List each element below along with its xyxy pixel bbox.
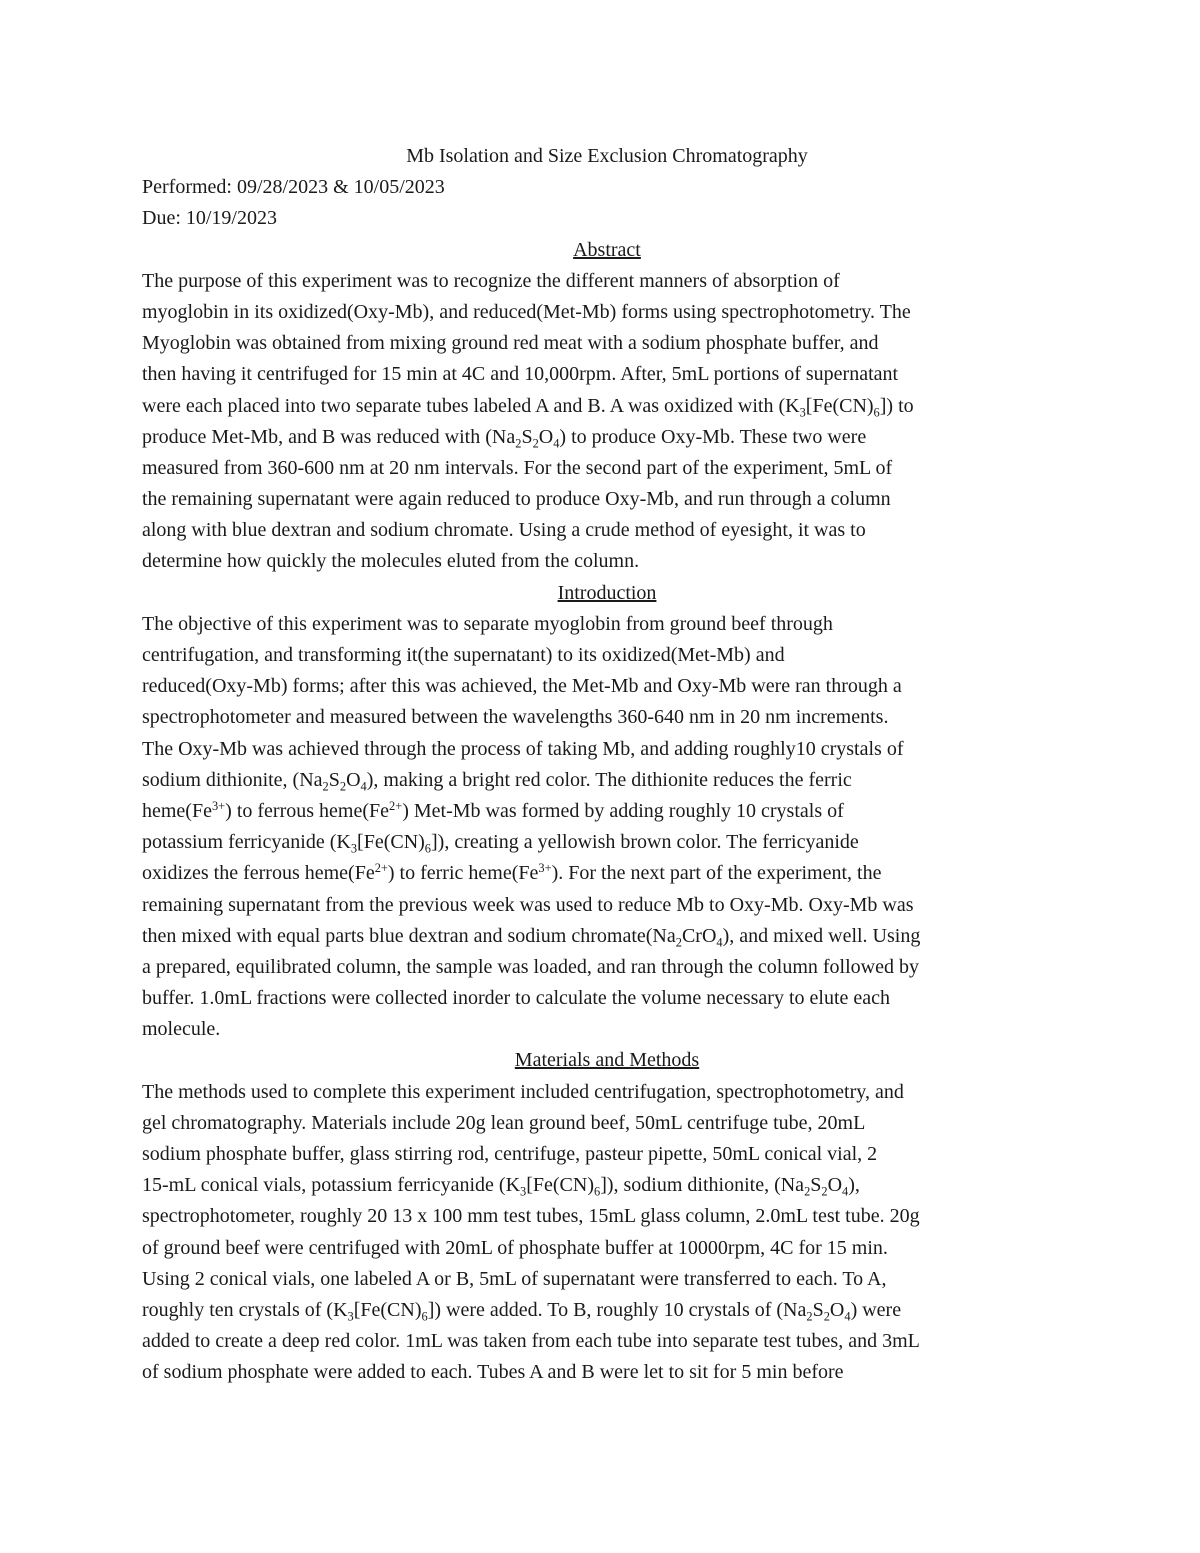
text-line: sodium phosphate buffer, glass stirring rod, centrifuge, pasteur pipette, 50mL conical vial, 2 [142,1143,878,1165]
text-line: potassium ferricyanide $(K_3[Fe(CN)_6])$, creating a yellowish brown color. The ferricyanide [142,831,859,856]
text-line: determine how quickly the molecules eluted from the column. [142,550,640,573]
text-line: along with blue dextran and sodium chromate. Using a crude method of eyesight, it was to [142,519,866,542]
text-line: then having it centrifuged for 15 min at 4C and 10,000rpm. After, 5mL portions of supernatant [142,363,899,386]
text-line: produce Met-Mb, and B was reduced with $(Na_2S_2O_4)$ to produce Oxy-Mb. These two were [142,425,867,451]
text-line: molecule. [142,1018,221,1041]
text-line: spectrophotometer, roughly 20 13 x 100 mm test tubes, 15mL glass column, 2.0mL test tube. 20g [142,1205,920,1228]
materials-methods-heading: Materials and Methods [514,1049,700,1072]
text-line: centrifugation, and transforming it(the supernatant) to its oxidized(Met-Mb) and [142,644,785,666]
introduction-paragraph [142,609,1072,1046]
text-line: a prepared, equilibrated column, the sample was loaded, and ran through the column followed by [142,955,919,978]
text-line: The methods used to complete this experiment included centrifugation, spectrophotometry, and [142,1080,904,1103]
text-line: measured from 360-600 nm at 20 nm intervals. For the second part of the experiment, 5mL of [142,456,893,479]
text-line: reduced(Oxy-Mb) forms; after this was achieved, the Met-Mb and Oxy-Mb were ran through a [142,675,902,698]
materials-methods-paragraph [142,1077,1072,1389]
text-line: gel chromatography. Materials include 20g lean ground beef, 50mL centrifuge tube, 20mL [142,1111,866,1134]
text-line: The Oxy-Mb was achieved through the process of taking Mb, and adding roughly10 crystals of [142,737,904,760]
text-line: Myoglobin was obtained from mixing ground red meat with a sodium phosphate buffer, and [142,332,879,355]
abstract-paragraph [142,266,1072,578]
text-line: the remaining supernatant were again reduced to produce Oxy-Mb, and run through a column [142,488,891,511]
document-body [142,141,1072,1389]
text-line: Using 2 conical vials, one labeled A or B, 5mL of supernatant were transferred to each. To A, [142,1267,887,1290]
text-line: $heme(Fe^{3+})$ to ferrous $heme(Fe^{2+})$ Met-Mb was formed by adding roughly 10 crystals of [142,799,844,822]
text-line: of sodium phosphate were added to each. Tubes A and B were let to sit for 5 min before [142,1361,844,1384]
text-line: were each placed into two separate tubes labeled A and B. A was oxidized with $(K_3[Fe(CN)_6])$ to [142,394,914,419]
text-line: 15-mL conical vials, potassium ferricyanide $(K_3[Fe(CN)_6])$, sodium dithionite, $(Na_2S_2O_4)$, [142,1174,860,1199]
text-line: buffer. 1.0mL fractions were collected inorder to calculate the volume necessary to elute each [142,987,891,1010]
text-line: added to create a deep red color. 1mL was taken from each tube into separate test tubes, and 3mL [142,1330,920,1353]
due-date: Due: 10/19/2023 [142,207,277,230]
text-line: sodium dithionite, $(Na_2S_2O_4)$, making a bright red color. The dithionite reduces the ferric [142,768,852,794]
text-line: remaining supernatant from the previous week was used to reduce Mb to Oxy-Mb. Oxy-Mb was [142,893,914,916]
abstract-heading: Abstract [573,238,641,261]
text-line: The purpose of this experiment was to recognize the different manners of absorption of [142,269,840,292]
text-line: roughly ten crystals of $(K_3[Fe(CN)_6])$ were added. To B, roughly 10 crystals of $(Na_2S_2O_4)$ were [142,1298,902,1324]
text-line: myoglobin in its oxidized(Oxy-Mb), and reduced(Met-Mb) forms using spectrophotometry. The [142,300,911,323]
introduction-heading: Introduction [557,581,657,604]
text-line: spectrophotometer and measured between the wavelengths 360-640 nm in 20 nm increments. [142,706,889,729]
text-line: then mixed with equal parts blue dextran and sodium $chromate(Na_2CrO_4)$, and mixed well. Using [142,924,921,950]
text-line: oxidizes the ferrous $heme(Fe^{2+})$ to ferric $heme(Fe^{3+})$. For the next part of the experiment, the [142,861,882,885]
text-line: The objective of this experiment was to separate myoglobin from ground beef through [142,612,833,635]
text-line: of ground beef were centrifuged with 20mL of phosphate buffer at 10000rpm, 4C for 15 min. [142,1236,888,1259]
performed-date: Performed: 09/28/2023 & 10/05/2023 [142,176,445,199]
document-title: Mb Isolation and Size Exclusion Chromatography [406,145,808,167]
